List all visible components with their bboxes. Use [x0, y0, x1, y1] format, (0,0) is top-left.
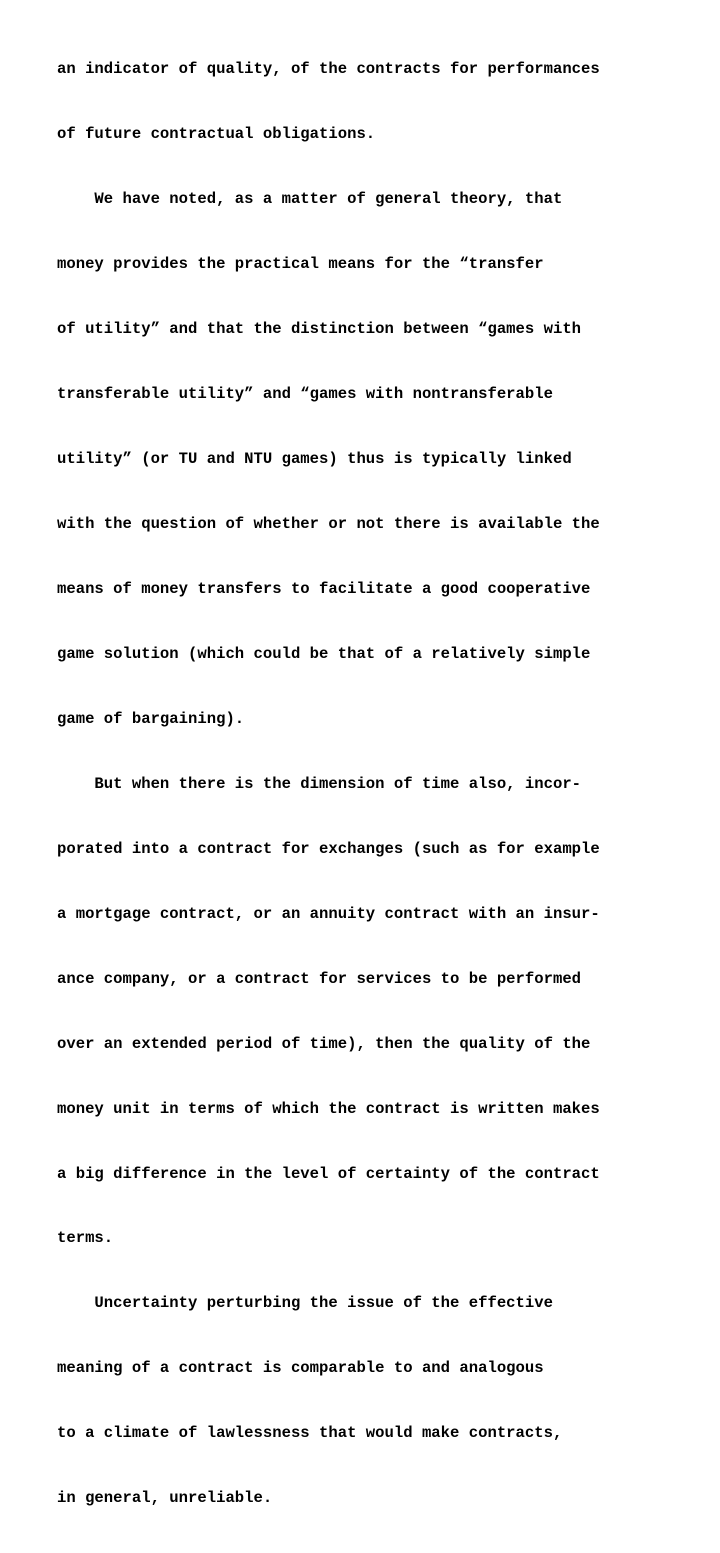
- text-line: meaning of a contract is comparable to and analogous: [57, 1359, 544, 1378]
- text-line: money provides the practical means for the “transfer: [57, 255, 544, 274]
- text-line: ance company, or a contract for services to be performed: [57, 969, 582, 988]
- text-line: a mortgage contract, or an annuity contract with an insur-: [57, 904, 600, 923]
- text-line: money unit in terms of which the contract is written makes: [57, 1099, 600, 1118]
- text-line: an indicator of quality, of the contracts for performances: [57, 60, 600, 79]
- text-line: over an extended period of time), then the quality of the: [57, 1034, 591, 1053]
- text-line: to a climate of lawlessness that would make contracts,: [57, 1424, 563, 1443]
- text-line: with the question of whether or not there is available the: [57, 514, 600, 533]
- text-line: But when there is the dimension of time also, incor-: [57, 774, 582, 793]
- text-line: of future contractual obligations.: [57, 125, 376, 144]
- text-line: porated into a contract for exchanges (such as for example: [57, 839, 600, 858]
- text-line: We have noted, as a matter of general theory, that: [57, 190, 563, 209]
- text-line: a big difference in the level of certainty of the contract: [57, 1164, 600, 1183]
- text-line: Uncertainty perturbing the issue of the effective: [57, 1294, 553, 1313]
- text-line: means of money transfers to facilitate a good cooperative: [57, 579, 591, 598]
- text-line: utility” (or TU and NTU games) thus is typically linked: [57, 450, 572, 469]
- text-line: of utility” and that the distinction between “games with: [57, 320, 582, 339]
- text-line: transferable utility” and “games with nontransferable: [57, 385, 553, 404]
- text-line: terms.: [57, 1229, 114, 1248]
- text-line: game of bargaining).: [57, 709, 245, 728]
- text-line: in general, unreliable.: [57, 1489, 273, 1508]
- body-text: [57, 16, 697, 1553]
- text-line: game solution (which could be that of a relatively simple: [57, 644, 591, 663]
